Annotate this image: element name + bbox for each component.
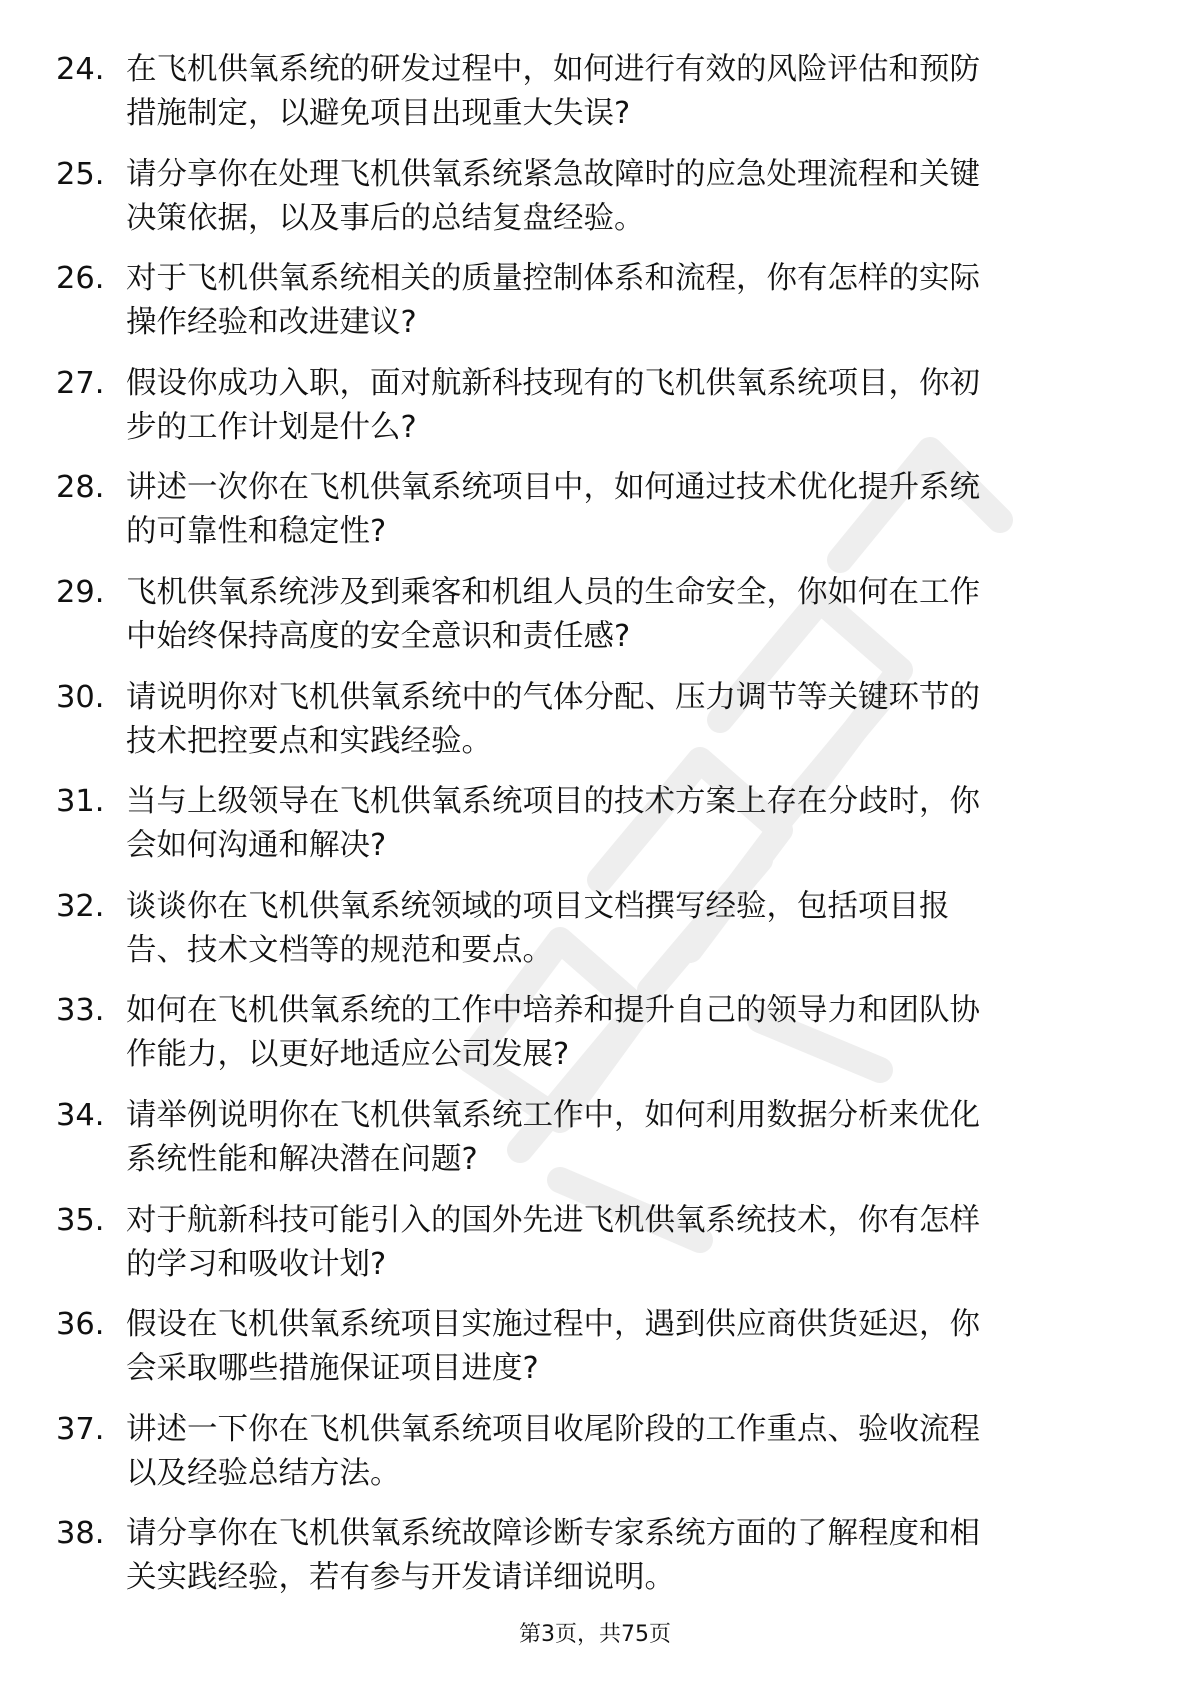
page-number-label: 第3页，共75页 <box>519 1622 671 1647</box>
question-text-line: 在飞机供氧系统的研发过程中，如何进行有效的风险评估和预防 <box>126 52 980 87</box>
question-text-line: 当与上级领导在飞机供氧系统项目的技术方案上存在分歧时，你 <box>126 784 980 820</box>
question-number: 36. <box>56 1307 105 1343</box>
question-text <box>126 1303 1126 1391</box>
question-number: 28. <box>56 470 105 506</box>
question-item <box>0 257 1190 362</box>
question-number: 32. <box>56 888 105 924</box>
question-number: 29. <box>56 574 105 610</box>
question-number: 37. <box>56 1411 105 1447</box>
question-item <box>0 362 1190 467</box>
question-text-line: 飞机供氧系统涉及到乘客和机组人员的生命安全，你如何在工作 <box>126 574 980 610</box>
question-text-line: 告、技术文档等的规范和要点。 <box>126 932 553 968</box>
question-item <box>0 153 1190 258</box>
question-text-line: 步的工作计划是什么? <box>126 409 417 445</box>
question-item <box>0 571 1190 676</box>
question-number: 35. <box>56 1202 105 1238</box>
question-text <box>126 362 1126 450</box>
question-text <box>126 989 1126 1077</box>
question-text-line: 中始终保持高度的安全意识和责任感? <box>126 618 631 654</box>
question-number: 24. <box>56 52 105 87</box>
question-text <box>126 1094 1126 1182</box>
question-text-line: 请分享你在处理飞机供氧系统紧急故障时的应急处理流程和关键 <box>126 156 980 192</box>
question-text-line: 讲述一下你在飞机供氧系统项目收尾阶段的工作重点、验收流程 <box>126 1411 980 1447</box>
question-text <box>126 153 1126 241</box>
question-text-line: 谈谈你在飞机供氧系统领域的项目文档撰写经验，包括项目报 <box>126 888 950 924</box>
question-item <box>0 1408 1190 1513</box>
question-text <box>126 885 1126 973</box>
question-text-line: 如何在飞机供氧系统的工作中培养和提升自己的领导力和团队协 <box>126 993 980 1029</box>
question-text-line: 措施制定，以避免项目出现重大失误? <box>126 96 631 131</box>
question-text <box>126 780 1126 868</box>
question-text-line: 会如何沟通和解决? <box>126 828 387 864</box>
question-text-line: 请说明你对飞机供氧系统中的气体分配、压力调节等关键环节的 <box>126 679 980 715</box>
question-text-line: 以及经验总结方法。 <box>126 1455 401 1491</box>
question-number: 27. <box>56 365 105 401</box>
question-text <box>126 48 1126 136</box>
question-item <box>0 466 1190 571</box>
question-item <box>0 1512 1190 1617</box>
question-number: 25. <box>56 156 105 192</box>
question-text-line: 假设你成功入职，面对航新科技现有的飞机供氧系统项目，你初 <box>126 365 980 401</box>
question-text-line: 的学习和吸收计划? <box>126 1246 387 1282</box>
question-text <box>126 676 1126 764</box>
question-text-line: 请举例说明你在飞机供氧系统工作中，如何利用数据分析来优化 <box>126 1097 980 1133</box>
question-number: 34. <box>56 1097 105 1133</box>
question-text <box>126 1512 1126 1600</box>
question-text-line: 对于航新科技可能引入的国外先进飞机供氧系统技术，你有怎样 <box>126 1202 980 1238</box>
question-item <box>0 676 1190 781</box>
question-text-line: 对于飞机供氧系统相关的质量控制体系和流程，你有怎样的实际 <box>126 261 980 297</box>
question-number: 31. <box>56 784 105 820</box>
question-number: 26. <box>56 261 105 297</box>
question-text-line: 请分享你在飞机供氧系统故障诊断专家系统方面的了解程度和相 <box>126 1516 980 1552</box>
question-number: 30. <box>56 679 105 715</box>
question-item <box>0 1094 1190 1199</box>
question-list <box>0 48 1190 1617</box>
question-item <box>0 885 1190 990</box>
page-footer <box>0 1620 1190 1650</box>
question-text <box>126 257 1126 345</box>
question-text-line: 假设在飞机供氧系统项目实施过程中，遇到供应商供货延迟，你 <box>126 1307 980 1343</box>
question-text-line: 讲述一次你在飞机供氧系统项目中，如何通过技术优化提升系统 <box>126 470 980 506</box>
question-item <box>0 780 1190 885</box>
question-item <box>0 989 1190 1094</box>
question-text-line: 会采取哪些措施保证项目进度? <box>126 1351 539 1387</box>
question-text <box>126 466 1126 554</box>
question-text <box>126 1408 1126 1496</box>
question-text-line: 决策依据，以及事后的总结复盘经验。 <box>126 200 645 236</box>
question-text <box>126 571 1126 659</box>
question-text-line: 的可靠性和稳定性? <box>126 514 387 550</box>
question-text-line: 关实践经验，若有参与开发请详细说明。 <box>126 1560 675 1596</box>
question-number: 33. <box>56 993 105 1029</box>
question-text-line: 操作经验和改进建议? <box>126 305 417 341</box>
question-item <box>0 1199 1190 1304</box>
question-text-line: 作能力，以更好地适应公司发展? <box>126 1037 570 1073</box>
question-text-line: 技术把控要点和实践经验。 <box>126 723 492 759</box>
question-item <box>0 48 1190 153</box>
question-item <box>0 1303 1190 1408</box>
question-number: 38. <box>56 1516 105 1552</box>
question-text-line: 系统性能和解决潜在问题? <box>126 1141 478 1177</box>
question-text <box>126 1199 1126 1287</box>
